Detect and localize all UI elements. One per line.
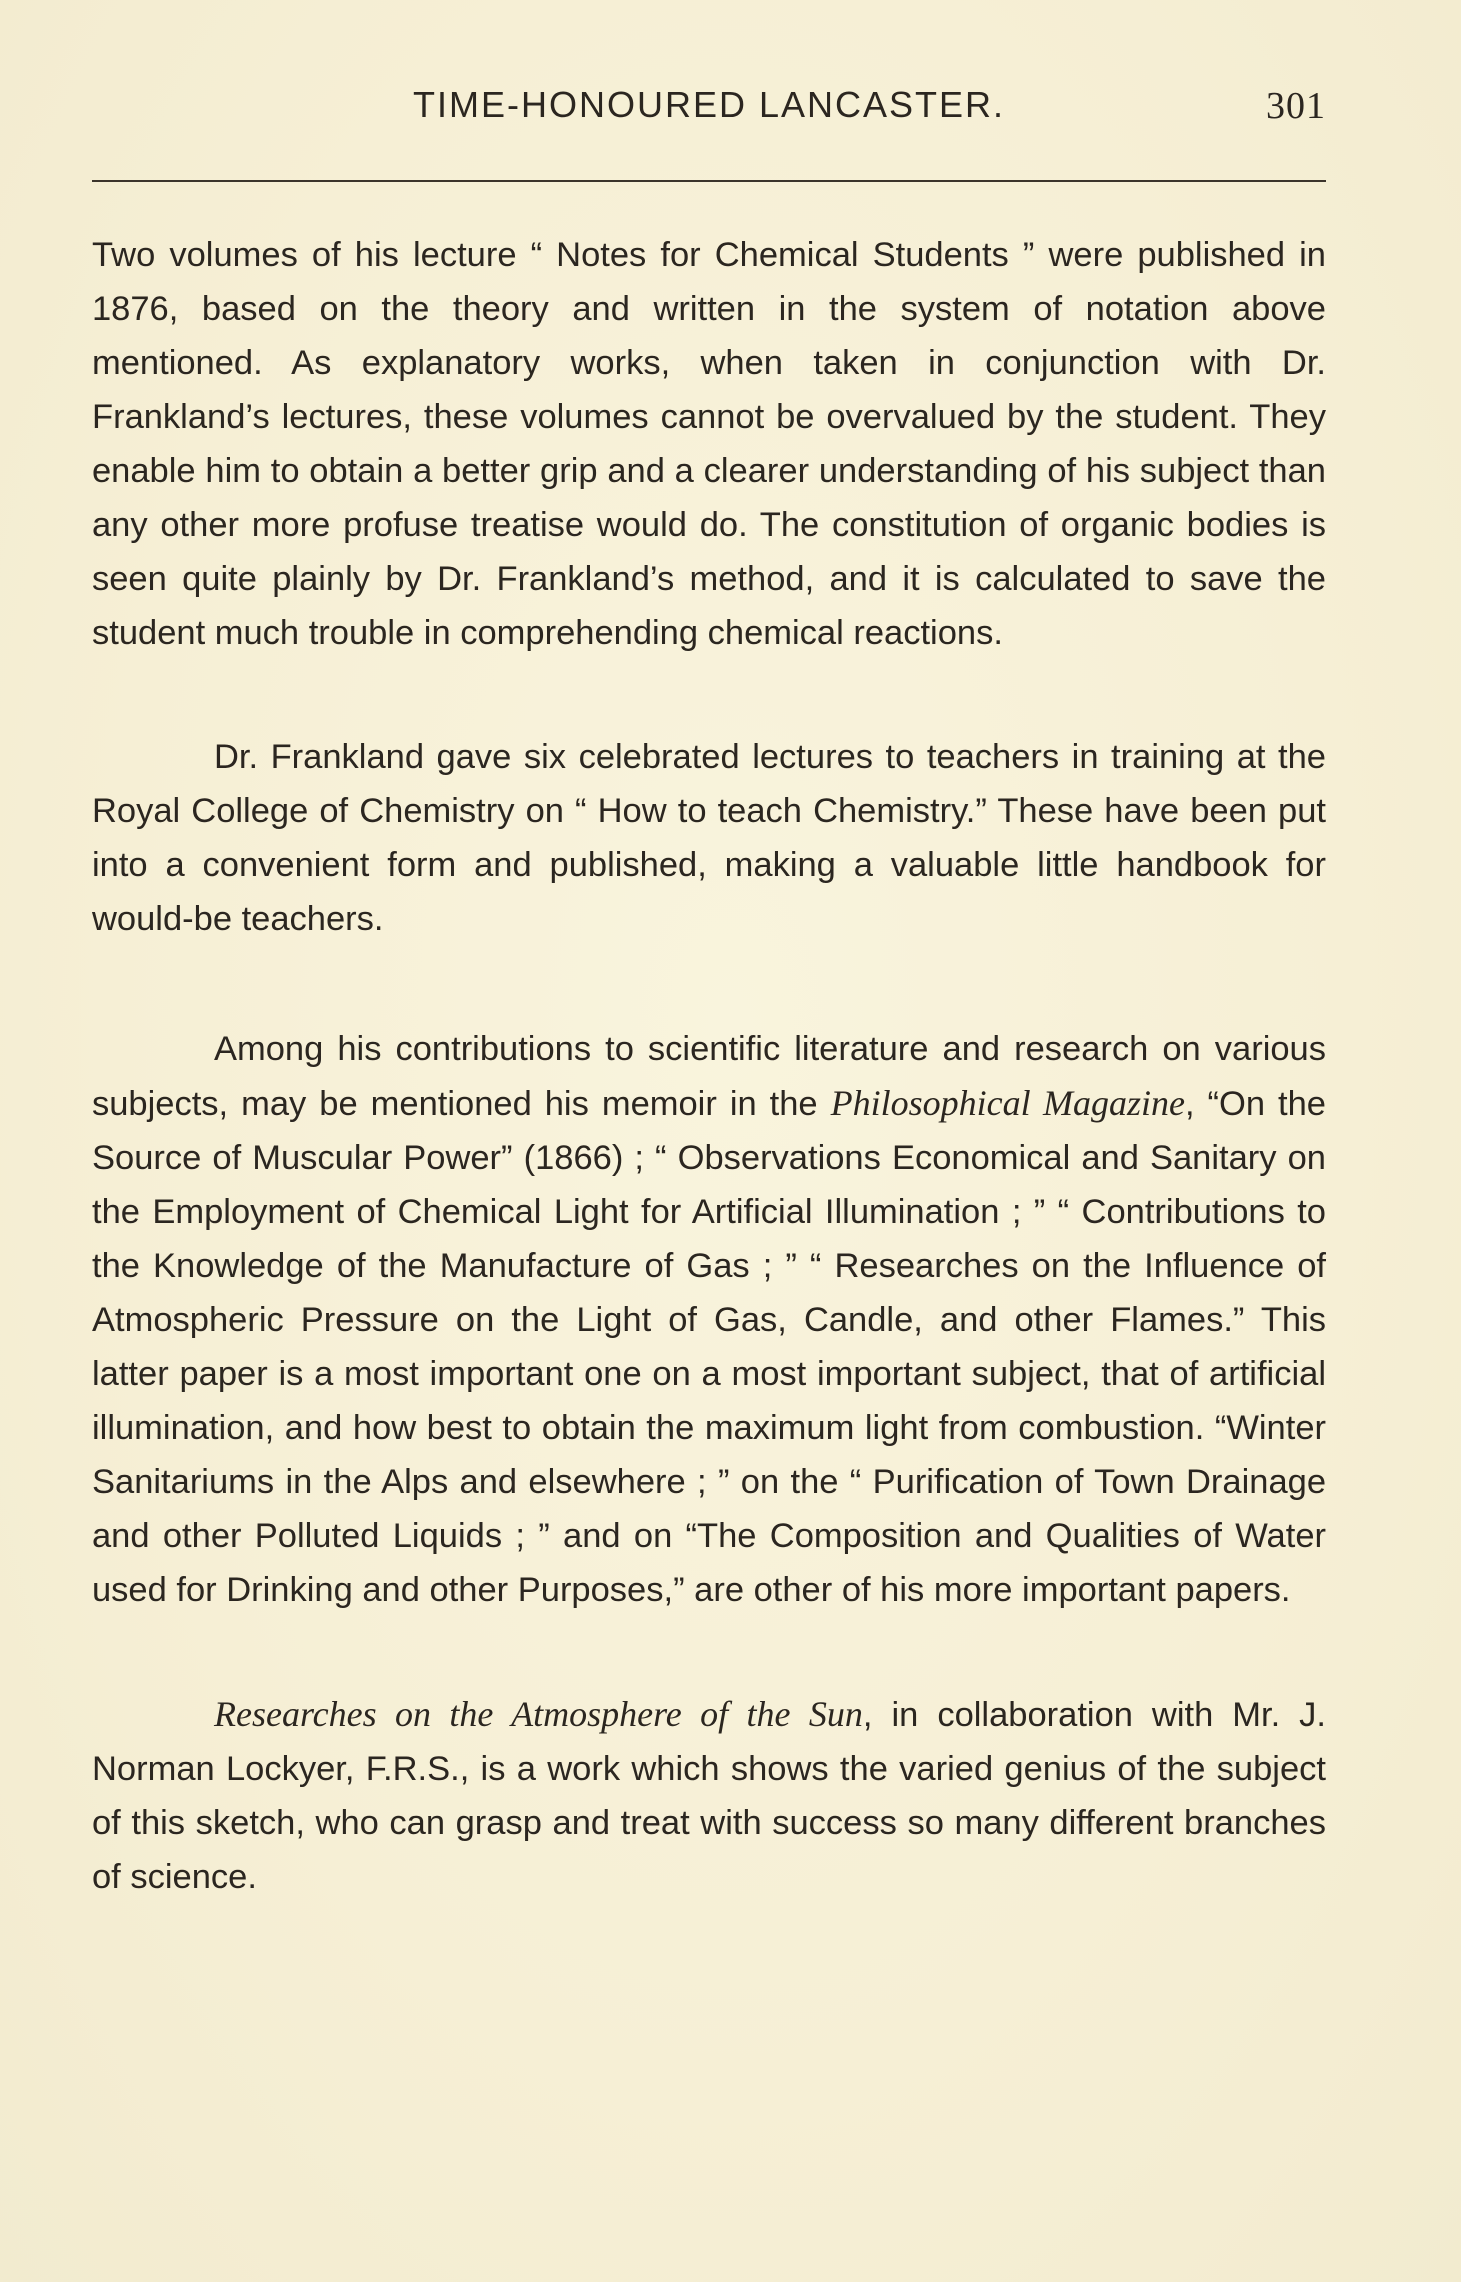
paragraph-contributions — [92, 1022, 1326, 1617]
italic-title-researches-atmosphere-sun: Researches on the Atmosphere of the Sun — [214, 1694, 863, 1734]
running-head — [92, 78, 1326, 138]
page-number: 301 — [1266, 85, 1326, 127]
paragraph-text: Among his contributions to scientific literature and research on various subjects, may be mentioned his memoir in the — [92, 1030, 1326, 1123]
header-rule — [92, 180, 1326, 182]
paragraph-text: , “On the Source of Muscular Power” (1866) ; “ Observations Economical and Sanitary on the Employment of Chemical Light for Artificial Illumination ; ” “ Contributions to the Knowledge of the Manufacture of Gas ; ” “ Researches on the Influence of Atmospheric Pressure on the Light of Gas, Candle, and other Flames.” This latter paper is a most important one on a most important subject, that of artificial illumination, and how best to obtain the maximum light from combustion. “Winter Sanitariums in the Alps and elsewhere ; ” on the “ Purification of Town Drainage and other Polluted Liquids ; ” and on “The Composition and Qualities of Water used for Drinking and other Purposes,” are other of his more important papers. — [92, 1085, 1326, 1609]
running-head-title: TIME-HONOURED LANCASTER. — [412, 84, 1006, 125]
paragraph-text: Two volumes of his lecture “ Notes for Chemical Students ” were published in 1876, based on the theory and written in the system of notation above mentioned. As explanatory works, when taken in conjunction with Dr. Frankland’s lectures, these volumes cannot be overvalued by the student. They enable him to obtain a better grip and a clearer understanding of his subject than any other more profuse treatise would do. The constitution of organic bodies is seen quite plainly by Dr. Frankland’s method, and it is calculated to save the student much trouble in comprehending chemical reactions. — [92, 236, 1326, 652]
paragraph-how-to-teach-chemistry — [92, 730, 1326, 946]
paragraph-notes-for-chemical-students — [92, 228, 1326, 660]
paragraph-text: , in collaboration with Mr. J. Norman Lockyer, F.R.S., is a work which shows the varied genius of the subject of this sketch, who can grasp and treat with success so many different branches of science. — [92, 1696, 1326, 1896]
body-text — [92, 228, 1326, 1904]
italic-title-philosophical-magazine: Philosophical Magazine — [830, 1083, 1185, 1123]
paragraph-researches-atmosphere-sun — [92, 1687, 1326, 1904]
paragraph-text: Dr. Frankland gave six celebrated lectures to teachers in training at the Royal College of Chemistry on “ How to teach Chemistry.” These have been put into a convenient form and published, making a valuable little handbook for would-be teachers. — [92, 738, 1326, 938]
